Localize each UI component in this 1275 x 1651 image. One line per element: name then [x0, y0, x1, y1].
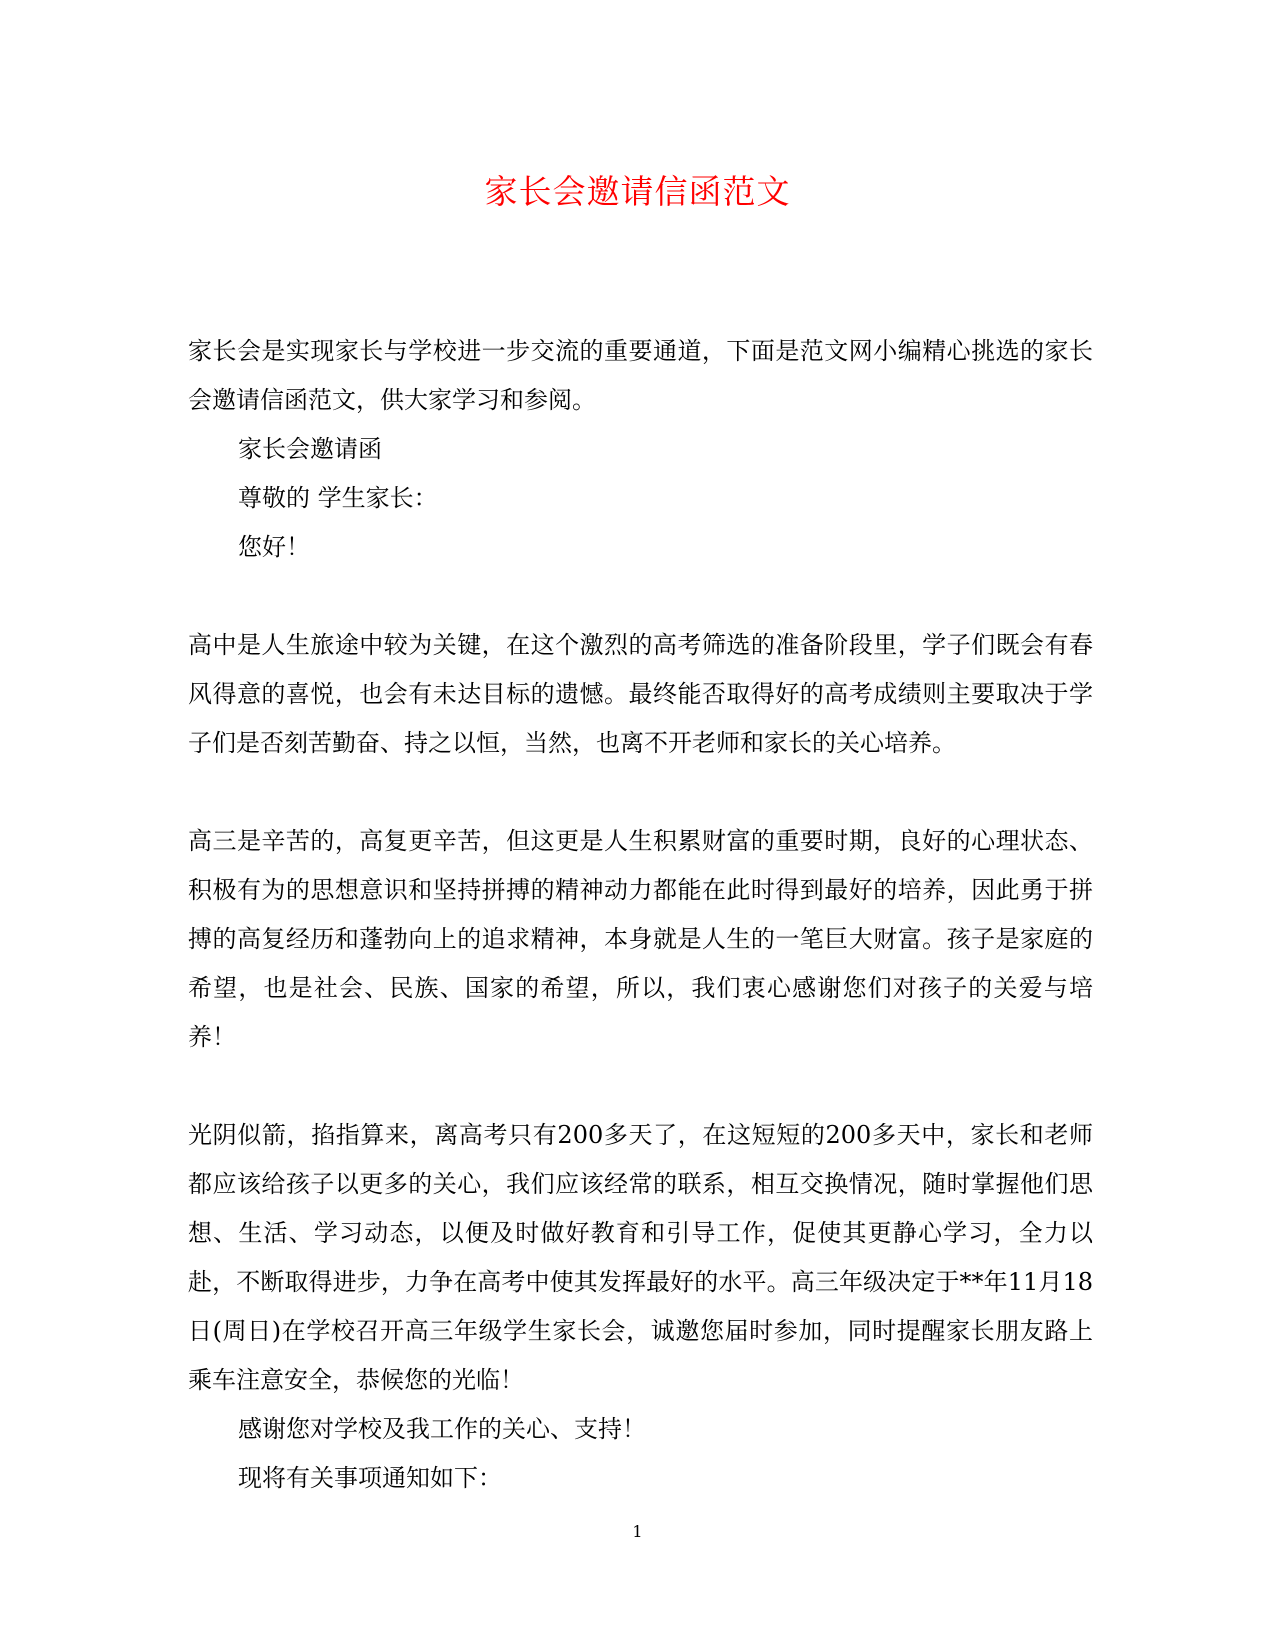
salutation: 尊敬的 学生家长： [238, 484, 438, 512]
intro-paragraph: 家长会是实现家长与学校进一步交流的重要通道，下面是范文网小编精心挑选的家长会邀请信函范文，供大家学习和参阅。 [188, 337, 1093, 414]
page-number: 1 [632, 1522, 643, 1541]
notice-intro-line: 现将有关事项通知如下： [238, 1464, 502, 1492]
letter-heading: 家长会邀请函 [238, 435, 382, 463]
thanks-line: 感谢您对学校及我工作的关心、支持！ [238, 1415, 646, 1443]
greeting: 您好！ [238, 533, 310, 561]
paragraph-spacer [188, 768, 1093, 817]
paragraph-spacer [188, 1062, 1093, 1111]
document-title: 家长会邀请信函范文 [484, 172, 791, 211]
document-body [188, 327, 1093, 1503]
body-paragraph-meeting-invitation: 光阴似箭，掐指算来，离高考只有200多天了，在这短短的200多天中，家长和老师都应该给孩子以更多的关心，我们应该经常的联系，相互交换情况，随时掌握他们思想、生活、学习动态，以便及时做好教育和引导工作，促使其更静心学习，全力以赴，不断取得进步，力争在高考中使其发挥最好的水平。高三年级决定于**年11月18日(周日)在学校召开高三年级学生家长会，诚邀您届时参加，同时提醒家长朋友路上乘车注意安全，恭候您的光临！ [188, 1121, 1093, 1394]
body-paragraph-high-school: 高中是人生旅途中较为关键，在这个激烈的高考筛选的准备阶段里，学子们既会有春风得意的喜悦，也会有未达目标的遗憾。最终能否取得好的高考成绩则主要取决于学子们是否刻苦勤奋、持之以恒，当然，也离不开老师和家长的关心培养。 [188, 631, 1093, 757]
body-paragraph-senior-year: 高三是辛苦的，高复更辛苦，但这更是人生积累财富的重要时期，良好的心理状态、积极有为的思想意识和坚持拼搏的精神动力都能在此时得到最好的培养，因此勇于拼搏的高复经历和蓬勃向上的追求精神，本身就是人生的一笔巨大财富。孩子是家庭的希望，也是社会、民族、国家的希望，所以，我们衷心感谢您们对孩子的关爱与培养！ [188, 827, 1093, 1051]
paragraph-spacer [188, 572, 1093, 621]
